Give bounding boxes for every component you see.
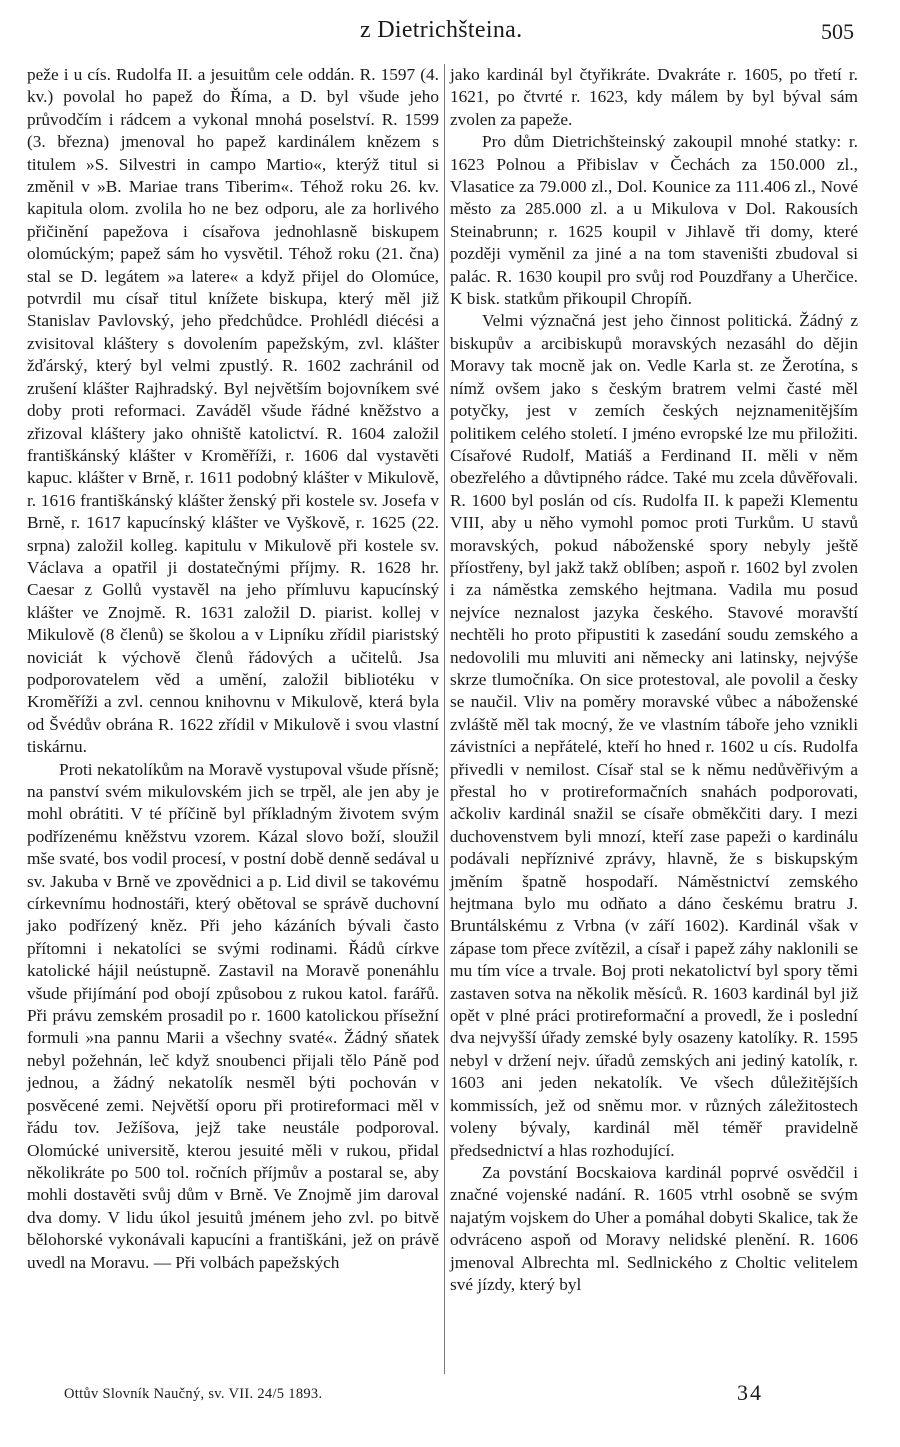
- paragraph: Pro dům Dietrichšteinský zakoupil mnohé statky: r. 1623 Polnou a Přibislav v Čechách za 150.000 zl., Vlasatice za 79.000 zl., Dol. Kounice za 111.406 zl., Nové město za 285.000 zl. a u Mikulova v Dol. Rakousích Steinabrunn; r. 1625 koupil v Jihlavě tři domy, které později vyměnil za jiné a na tom staveništi zbudoval si palác. R. 1630 koupil pro svůj rod Pouzdřany a Uherčice. K bisk. statkům přikoupil Chropíň.: [450, 132, 858, 309]
- signature-mark: 34: [737, 1380, 763, 1405]
- column-divider: [444, 64, 445, 1374]
- paragraph: jako kardinál byl čtyřikráte. Dvakráte r. 1605, po třetí r. 1621, po čtvrté r. 1623, kdy málem by byl býval sám zvolen za papeže.: [450, 65, 858, 129]
- paragraph: Za povstání Bocskaiova kardinál poprvé osvědčil i značné vojenské nadání. R. 1605 vtrhl osobně se svým najatým vojskem do Uher a pomáhal dobyti Skalice, tak že odvráceno aspoň od Moravy nelidské plenění. R. 1606 jmenoval Albrechta ml. Sedlnického z Choltic velitelem své jízdy, který byl: [450, 1162, 858, 1294]
- right-column: [450, 64, 858, 1296]
- page-number: 505: [821, 19, 854, 44]
- running-title: z Dietrichšteina.: [360, 17, 523, 43]
- paragraph: Velmi význačná jest jeho činnost politická. Žádný z biskupův a arcibiskupů moravských nezasáhl do dějin Moravy tak mocně jak on. Vedle Karla st. ze Žerotína, s nímž ovšem jako s českým bratrem velmi časté měl potyčky, jest v zemích českých nejznamenitějším politikem celého století. I jméno evropské lze mu přiložiti. Císařové Rudolf, Matiáš a Ferdinand II. měli v něm obezřelého a důvtipného rádce. Také mu zcela důvěřovali. R. 1600 byl poslán od cís. Rudolfa II. k papeži Klementu VIII, aby u něho vymohl pomoc proti Turkům. U stavů moravských, pokud náboženské spory nebyly ještě příostřeny, byl jakž takž oblíben; aspoň r. 1602 byl zvolen i za náměstka zemského hejtmana. Vadila mu posud nejvíce neznalost jazyka českého. Stavové moravští nechtěli ho proto připustiti k zasedání soudu zemského a nedovolili mu mluviti ani německy ani latinsky, nejvýše skrze tlumočníka. On sice protestoval, ale povolil a česky se naučil. Vliv na poměry moravské vůbec a náboženské zvláště měl tak mocný, že ve vlastním táboře jeho vznikli závistníci a nepřátelé, kteří ho hned r. 1602 u cís. Rudolfa přivedli v nemilost. Císař stal se k němu nedůvěřivým a přestal ho v protireformačních snahách podporovati, ačkoliv kardinál snažil se císaře obměkčiti dary. I mezi duchovenstvem byli mnozí, kteří zase papeži o kardinálu podávali nepříznivé zprávy, hlavně, že s biskupským jměním špatně hospodaří. Náměstnictví zemského hejtmana bylo mu odňato a dáno českému bratru J. Bruntálskému z Vrbna (v září 1602). Kardinál však v zápase tom přece zvítězil, a císař i papež záhy naklonili se mu tím více a trvale. Boj proti nekatolictví byl spory těmi zastaven sotva na několik měsíců. R. 1603 kardinál byl již opět v plné práci protireformační a provedl, že i poslední dva nejvyšší úřady zemské byly osazeny katolíky. R. 1595 nebyl v držení nejv. úřadů zemských ani jediný katolík, r. 1603 ani jeden nekatolík. Ve všech důležitějších kommissích, jež od sněmu mor. v různých záležitostech voleny bývaly, kardinál měl téměř pravidelně předsednictví a hlas rozhodující.: [450, 311, 858, 1160]
- paragraph: peže i u cís. Rudolfa II. a jesuitům cele oddán. R. 1597 (4. kv.) povolal ho papež do Říma, a D. byl všude jeho průvodčím i rádcem a vykonal mnohá poselství. R. 1599 (3. března) jmenoval ho papež kardinálem knězem s titulem »S. Silvestri in campo Martio«, kterýž titul si změnil v »B. Mariae trans Tiberim«. Téhož roku 26. kv. kapitula olom. zvolila ho ne bez odporu, ale za horlivého přičinění papežova i císařova jednohlasně biskupem olomúckým; papež sám ho vysvětil. Téhož roku (21. čna) stal se D. legátem »a latere« a když přijel do Olomúce, potvrdil mu císař titul knížete biskupa, který měl již Stanislav Pavlovský, jeho předchůdce. Prohlédl diécési a zvisitoval kláštery s dovolením papežským, zvl. klášter žďárský, který byl velmi zpustlý. R. 1602 zachránil od zrušení klášter Rajhradský. Byl největším bojovníkem své doby proti reformaci. Zaváděl všude řádné kněžstvo a zřizoval kláštery jako ohniště katolictví. R. 1604 založil františkánský klášter v Kroměříži, r. 1606 dal vystavěti kapuc. klášter v Brně, r. 1611 podobný klášter v Mikulově, r. 1616 františkánský klášter ženský při kostele sv. Josefa v Brně, r. 1617 kapucínský klášter ve Vyškově, r. 1625 (22. srpna) založil kolleg. kapitulu v Mikulově při kostele sv. Václava a opatřil ji dostatečnými příjmy. R. 1628 hr. Caesar z Gollů vystavěl na jeho přímluvu kapucínský klášter ve Znojmě. R. 1631 založil D. piarist. kollej v Mikulově (8 členů) se školou a v Lipníku zřídil piaristský noviciát k výchově členů řádových a učitelů. Jsa podporovatelem věd a umění, založil bibliotéku v Kroměříži a zvl. cennou knihovnu v Mikulově, která byla od Švédův obrána R. 1622 zřídil v Mikulově i svou vlastní tiskárnu.: [27, 65, 439, 757]
- paragraph: Proti nekatolíkům na Moravě vystupoval všude přísně; na panství svém mikulovském jich se trpěl, ale jen aby je mohl obrátiti. V té příčině byl příkladným životem svým podřízenému kněžstvu vzorem. Kázal slovo boží, sloužil mše svaté, bos vodil procesí, v postní době denně sedával u sv. Jakuba v Brně ve zpovědnici a p. Lid divil se takovému církevnímu hodnostáři, který obětoval se správě duchovní jako podřízený kněz. Při jeho kázáních bývali často přítomni i nekatolíci se svými rodinami. Řádů církve katolické hájil neústupně. Zastavil na Moravě ponenáhlu všude přijímání pod obojí způsobou z rukou katol. farářů. Při právu zemském prosadil po r. 1600 katolickou přísežní formuli »na pannu Marii a všechny svaté«. Žádný sňatek nebyl požehnán, leč když snoubenci přijali tělo Páně pod jednou, a žádný nekatolík nesměl býti pochován v posvěcené zemi. Největší oporu při protireformaci měl v řádu tov. Ježíšova, jejž take neustále podporoval. Olomúcké universitě, kterou jesuité měli v rukou, přidal několikráte po 500 tol. ročních příjmův a postaral se, aby mohli dostavěti svůj dům v Brně. Ve Znojmě jim daroval dva domy. V lidu úkol jesuitů jménem jeho zvl. po bitvě bělohorské vykonávali kapucíni a františkáni, jež on právě uvedl na Moravu. — Při volbách papežských: [27, 759, 439, 1272]
- footer-citation: Ottův Slovník Naučný, sv. VII. 24/5 1893.: [64, 1386, 323, 1402]
- left-column: [27, 64, 439, 1274]
